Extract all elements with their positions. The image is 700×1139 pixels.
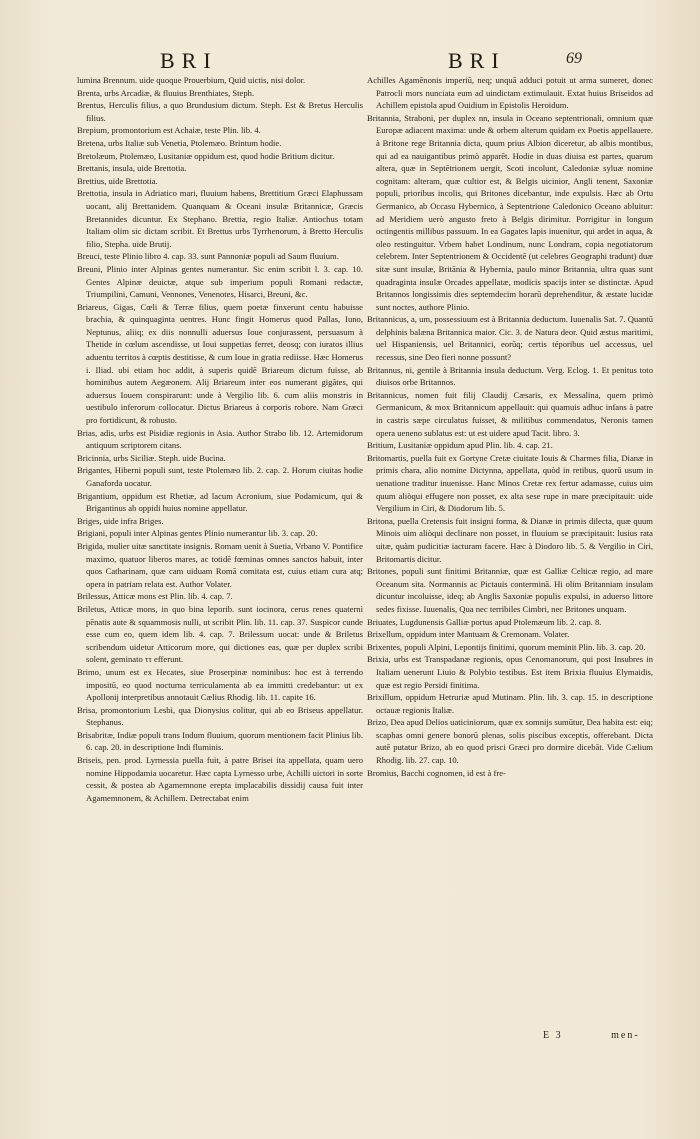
entry: Brixia, urbs est Transpadanæ regionis, opus Cenomanorum, qui post Insubres in Italiam uenerunt Liuio & Polybio testibus. Est item Brixia fluuius Elymaidis, quæ est regio Persidi finitima.: [367, 654, 653, 690]
running-head-left: BRI: [160, 48, 218, 73]
entry: Achilles Agamēnonis imperiū, neq; unquā adduci potuit ut arma sumeret, donec Patrocli mors nunciata eum ad uindictam extimulauit. Extat huius Briseidos ad Achillem epistola apud Ouidium in Epistolis Heroidum.: [367, 75, 653, 111]
entry: Britium, Lusitaniæ oppidum apud Plin. lib. 4. cap. 21.: [367, 440, 553, 451]
entry: Brettius, uide Brettotia.: [77, 175, 158, 186]
entry: Brisabritæ, Indiæ populi trans Indum fluuium, quorum mentionem facit Plinius lib. 6. cap. 20. in descriptione Indi fluminis.: [77, 729, 363, 753]
entry: Britones, populi sunt finitimi Britanniæ, quæ est Galliæ Celticæ regio, ad mare Oceanum sita. Normannis ac Pictauis conterminā. Hi olim Britanniam insulam dicuntur incoluisse, ideq; ab Anglis Saxoniæ populis expulsi, in aduerso littore sedes fixisse. Iuuenalis, Qua nec terribiles Cimbri, nec Britones unquam.: [367, 566, 653, 614]
right-column: [367, 74, 653, 779]
entry: Britannus, ni, gentile à Britannia insula deductum. Verg. Eclog. 1. Et penitus toto diuisos orbe Britannos.: [367, 364, 653, 388]
entry: Breuni, Plinio inter Alpinas gentes numerantur. Sic enim scribit l. 3. cap. 10. Gentes Alpinæ deuictæ, atque sub imperium populi Romani redactæ, Triumpilini, Camuni, Vennones, Venenotes, Hisarci, Breuni, &c.: [77, 263, 363, 300]
entry: Briuates, Lugdunensis Galliæ portus apud Ptolemæum lib. 2. cap. 8.: [367, 616, 602, 627]
entry: Brigantium, oppidum est Rhetiæ, ad lacum Acronium, siue Podamicum, qui & Brigantinus ab oppidi huius nomine appellatur.: [77, 490, 363, 514]
entry: Britannia, Straboni, per duplex nn, insula in Oceano septentrionali, omnium quæ Europæ adiacent maxima: unde & orbem alterum quidam ex Poetis appellauere. à Britone rege Britannia dicta, quum prius Albion diceretur, ab albis montibus, qui ad ea nauigantibus primò apparēt. Hodie in duas diuisa est partes, quarum altera, quæ in Septētrionem uergit, Scoti incolunt, Caledoniæ syluæ nomine cognitam: alteram, quæ cultior est, & Belgis uicinior, Angli tenent, Saxoniæ populi, prioribus incolis, qui Britones dicebantur, inde expulsis. Hæc ab Ortu Germanico, ab Occasu Hybernico, à Septentrione Caledonico Oceano abluitur: ad Meridiem uerò angusto freto à Belgis dirimitur. Porrigitur in longum octingentis millibus passuum. In ea Gagates lapis inuenitur, qui ardet in aqua, & oleo restinguitur. Vrbem habet Londinum, nunc Londram, copia negotiatorum celebrem. Inter Septentrionem & Occidentē (ut celebres Geographi tradunt) duæ sitæ sunt insulæ, Britānia & Hybernia, paulo minor Britannia, ultra quas sunt quadraginta insulæ Orcades appellatæ, modicis spacijs inter se distinctæ. Apud Britannos longissimis dies septemdecim horarū deprehenditur, & æstate lucidæ sunt noctes, authore Plinio.: [367, 112, 653, 312]
entry: Bretena, urbs Italiæ sub Venetia, Ptolemæo. Brintum hodie.: [77, 137, 282, 148]
entry: Brigiani, populi inter Alpinas gentes Plinio numerantur lib. 3. cap. 20.: [77, 528, 318, 539]
entry: lumina Brennum. uide quoque Prouerbium, Quid uictis, nisi dolor.: [77, 75, 306, 85]
entry: Brizo, Dea apud Delios uaticiniorum, quæ ex somnijs sumūtur, Dea habita est: eiq; scaphas omni genere bonorū plenas, solis piscibus exceptis, offerebant. Dicta autē putatur Brizo, ab eo quod prisci Græci pro dormire dicebāt. Vide Cælium Rhodig. lib. 27. cap. 10.: [367, 717, 653, 766]
entry: Brixillum, oppidum Hetruriæ apud Mutinam. Plin. lib. 3. cap. 15. in descriptione octauæ regionis Italiæ.: [367, 692, 653, 715]
entry: Brigida, mulier uitæ sanctitate insignis. Romam uenit à Suetia, Vrbano V. Pontifice maximo, quatuor liberos mares, ac totidē fœminas omnes sanctos habuit, inter quos Catharinam, quæ cam uiduam Romā comitata est, cuius etiam cura atq; opera in patriam relata est. Author Volater.: [77, 540, 363, 589]
entry: Brettanis, insula, uide Brettotia.: [77, 163, 187, 174]
entry: Brixentes, populi Alpini, Lepontijs finitimi, quorum meminit Plin. lib. 3. cap. 20.: [367, 641, 646, 652]
entry: Brigantes, Hiberni populi sunt, teste Ptolemæo lib. 2. cap. 2. Horum ciuitas hodie Ganaforda uocatur.: [77, 465, 363, 488]
entry: Briseis, pen. prod. Lyrnessia puella fuit, à patre Brisei ita appellata, quam uero nomine Hippodamia uocaretur. Hæc capta Lyrnesso urbe, Achilli uictori in sorte cessit, & postea ab Agamemnone erepta implacabilis dissidij causa fuit inter Agamemnonem, & Achillem. Detrectabat enim: [77, 755, 363, 803]
entry: Brilessus, Atticæ mons est Plin. lib. 4. cap. 7.: [77, 591, 233, 602]
entry: Brisa, promontorium Lesbi, qua Dionysius colitur, qui ab eo Briseus appellatur. Stephanus.: [77, 704, 363, 728]
entry: Brenta, urbs Arcadiæ, & fluuius Brenthiates, Steph.: [77, 87, 255, 98]
entry: Britannicus, a, um, possessiuum est à Britannia deductum. Iuuenalis Sat. 7. Quantū delphinis balæna Britannica maior. Cic. 3. de Natura deor. Quid æstus maritimi, uel Hispaniensis, uel Britannici, eorūq; certis téporibus uel accessus, uel recessus, sine Deo fieri nonne possunt?: [367, 314, 653, 363]
entry: Britannicus, nomen fuit filij Claudij Cæsaris, ex Messalina, quem primò Germanicum, & mox Britannicum appellauit: qui quamuis adhuc infans à patre in castris sæpe circulatus fuisset, & militibus commendatus, Neronis tamen opera ueneno sublatus est: ut est uidere apud Tacit. libro. 3.: [367, 389, 653, 438]
entry: Britomartis, puella fuit ex Gortyne Cretæ ciuitate Iouis & Charmes filia, Dianæ in primis chara, alio nomine Dictynna, appellata, quòd in retibus, quorū usum in uenatione traditur inuenisse. Hanc Minos Cretæ rex fertur adamasse, cuius uim quum aliòqui effugere non posset, ex alta sese rupe in mare præcipitauit: uide Vergilium in Ciri, & Diodorum lib. 5.: [367, 452, 653, 514]
entry: Brias, adis, urbs est Pisidiæ regionis in Asia. Author Strabo lib. 12. Artemidorum antiquum scriptorem citans.: [77, 427, 363, 451]
entry: Bricinnia, urbs Siciliæ. Steph. uide Bucina.: [77, 452, 226, 463]
entry: Bromius, Bacchi cognomen, id est à fre-: [367, 767, 506, 778]
entry: Brentus, Herculis filius, a quo Brundusium dictum. Steph. Est & Bretus Herculis filius.: [77, 100, 363, 123]
entry: Brettotia, insula in Adriatico mari, fluuium habens, Brettitium Græci Elaphussam uocant, alij Brettanidem. Quanquam & Oceani insulæ Britannicæ, Græcis Bretannides dicuntur. Ex Stephano. Brettia, regio Italiæ. Antiochus totam Italiam olim sic dictam scribit. Et Brettus urbs Tyrrhenorum, à Bretto Herculis filio, Stepha. uide Brutij.: [77, 188, 363, 249]
entry: Bretolæum, Ptolemæo, Lusitaniæ oppidum est, quod hodie Britium dicitur.: [77, 150, 335, 161]
entry: Briges, uide infra Briges.: [77, 515, 164, 526]
entry: Britona, puella Cretensis fuit insigni forma, & Dianæ in primis dilecta, quæ quum Minois uim aliòqui declinare non posset, in fluuium se præcipitauit: lusius rata uitæ, quàm pudicitiæ iacturam facere. Hæc à Diodoro lib. 5. & Vergilio in Ciri, Britomartis dicitur.: [367, 515, 653, 564]
signature-mark: E 3: [543, 1030, 563, 1041]
left-column: [77, 74, 363, 804]
footer: [543, 1030, 640, 1041]
page-number: 69: [566, 50, 582, 67]
entry: Briareus, Gigas, Cœli & Terræ filius, quem poetæ finxerunt centu habuisse brachia, & quinquaginta uentres. Hunc fingit Homerus quod Pallas, Iuno, Neptunus, aliiq; ex diis nonnulli aduersus Ioue conjurassent, persuasum à Thetide in cœlum ascendisse, ut Ioui suppetias ferret, deosq; con iuratos illius aduentu territos à cœptis destitisse, & cum Ioue in gratia rediisse. Hæc Homerus i. Iliad. ubi etiam hoc addit, à superis quidē Briareum dictum fuisse, ab hominibus autem Aegæonem. Alij Briareum inter eos numerant gigãtes, qui aduersus Iouem conspirarunt: unde à Vergilio lib. 6. cum aliis monstris in uestibulo inferorum collocatur. Dictus Briareus à corporis robore. Nam Græci pro fortidicunt, & robusto.: [77, 301, 363, 426]
entry: Brimo, unum est ex Hecates, siue Proserpinæ nominibus: hoc est à terrendo impositū, eo quod nocturna terriculamenta ab ea immitti credebantur: ut ex Apollonij interpretibus annotauit Cælius Rhodig. lib. 11. capite 16.: [77, 666, 363, 703]
entry: Brepium, promontorium est Achaiæ, teste Plin. lib. 4.: [77, 125, 261, 136]
entry: Brixellum, oppidum inter Mantuam & Cremonam. Volater.: [367, 629, 570, 640]
entry: Briletus, Atticæ mons, in quo bina leporib. sunt iocinora, cerus renes quaternì pēnatis aute & squammosis nulli, ut scribit Plin. lib. 11. cap. 37. Suspicor cunde esse cum eo, quem idem lib. 4. cap. 7. Brilessum uocat: unde & Briletus scribendum uidetur Atticorum more, qui dictiones eas, quæ per duplex scribi solent, geminato ττ efferunt.: [77, 603, 363, 665]
entry: Breuci, teste Plinio libro 4. cap. 33. sunt Pannoniæ populi ad Saum fluuium.: [77, 251, 339, 262]
running-head-right: BRI: [448, 48, 506, 73]
catchword: men-: [611, 1030, 640, 1041]
